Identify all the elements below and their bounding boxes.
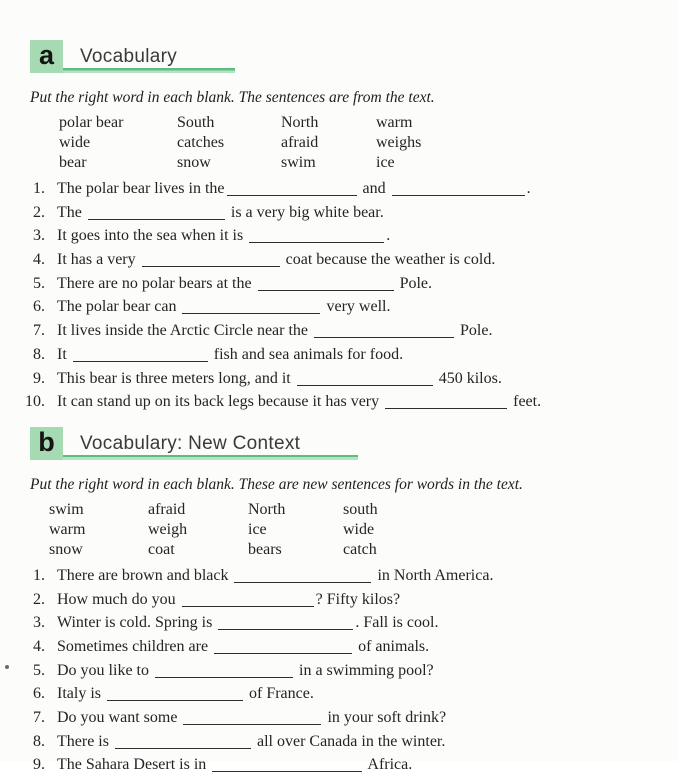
section-title: Vocabulary: New Context [80,432,301,454]
word-bank-term: catch [343,540,377,558]
word-bank-term: ice [248,520,267,538]
sentence-item [30,685,678,709]
sentence-item [30,346,678,370]
sentence-item [30,614,678,638]
section-b-header [30,427,678,460]
item-number: 4. [33,637,45,655]
word-bank-term: snow [49,540,83,558]
sentence-item [30,322,678,346]
sentence-text: Do you want some [57,709,182,726]
word-bank-term: South [177,114,215,131]
sentence-text: all over Canada in the winter. [252,732,446,750]
sentence-text: . Fall is cool. [355,614,439,632]
word-bank-term: warm [49,520,86,538]
answer-blank [227,193,357,196]
sentence-text: Do you like to [57,661,153,679]
answer-blank [212,769,362,772]
item-number: 4. [33,251,45,269]
sentence-text: The [57,203,86,221]
sentence-text: Sometimes children are [57,637,213,655]
word-bank-term: swim [49,500,84,518]
sentence-item [30,370,678,394]
instruction-text: Put the right word in each blank. The sentences are from the text. [30,89,435,106]
sentence [57,685,314,703]
word-bank-term: bear [59,154,87,171]
sentence [57,733,445,751]
item-number: 5. [33,661,45,679]
sentence [57,251,495,269]
answer-blank [115,746,251,749]
answer-blank [214,651,352,654]
item-number: 2. [33,590,45,608]
sentence-text: There are brown and black [57,566,233,584]
word-bank-term: weighs [376,134,422,151]
answer-blank [249,240,384,243]
sentence-item [30,662,678,686]
sentence-text: It lives inside the Arctic Circle near the [57,322,313,340]
sentence-item [30,733,678,757]
sentence-text: The polar bear lives in the [57,180,225,197]
sentence-text: How much do you [57,590,180,608]
sentence-text: Africa. [364,756,413,774]
sentence [57,709,446,727]
item-number: 9. [33,369,45,387]
sentence-text: in North America. [373,566,494,584]
item-number: 9. [33,756,45,774]
item-number: 8. [33,732,45,750]
answer-blank [183,722,321,725]
item-number: 5. [33,274,45,292]
word-bank-term: North [248,500,286,518]
title-underline [63,455,358,460]
sentence-item [30,298,678,322]
word-bank-term: bears [248,540,282,558]
item-number: 8. [33,345,45,363]
sentence [57,322,492,340]
answer-blank [182,311,320,314]
sentence-text: The polar bear can [57,298,181,316]
word-bank-term: wide [59,134,91,151]
sentence [57,204,384,222]
sentence-text: and [358,180,390,197]
sentence-list [30,567,678,780]
word-bank-row [30,113,678,133]
word-bank [30,500,678,560]
sentence-text: There is [57,732,113,750]
title-underline [63,68,235,73]
sentence [57,346,403,364]
answer-blank [73,359,208,362]
sentence-text: Pole. [395,274,433,292]
sentence-item [30,591,678,615]
sentence [57,638,429,656]
sentence-text: fish and sea animals for food. [209,345,404,363]
sentence-item [25,393,678,417]
sentence-text: in your soft drink? [323,709,447,726]
word-bank-term: ice [376,154,395,171]
sentence [57,393,541,411]
sentence-text: . [526,180,531,197]
sentence [57,275,432,293]
sentence-text: 450 kilos. [434,369,502,387]
sentence-list [25,180,678,417]
sentence-text: very well. [322,298,391,316]
item-number: 3. [33,614,45,632]
sentence-text: ? Fifty kilos? [315,590,401,608]
answer-blank [142,264,280,267]
sentence-item [30,204,678,228]
sentence-text: . [386,227,391,245]
item-number: 7. [33,322,45,340]
sentence-text: It has a very [57,251,140,269]
word-bank-term: wide [343,520,375,538]
sentence-text: is a very big white bear. [226,203,384,221]
word-bank-term: afraid [148,500,186,518]
sentence [57,180,531,198]
sentence-item [30,275,678,299]
sentence-item [30,638,678,662]
sentence-item [30,567,678,591]
sentence-text: It goes into the sea when it is [57,227,248,245]
sentence [57,756,412,774]
item-number: 10. [25,393,45,411]
sentence-text: There are no polar bears at the [57,274,256,292]
sentence [57,662,434,680]
sentence-text: of animals. [354,637,430,655]
item-number: 1. [33,566,45,584]
sentence-item [30,709,678,733]
sentence-item [30,756,678,780]
word-bank-term: coat [148,540,175,558]
item-number: 2. [33,203,45,221]
sentence-text: feet. [509,393,542,411]
sentence-text: of France. [245,685,314,703]
answer-blank [392,193,525,196]
answer-blank [297,383,433,386]
sentence [57,298,390,316]
answer-blank [385,406,507,409]
sentence [57,227,390,245]
item-number: 6. [33,685,45,703]
sentence-item [30,180,678,204]
answer-blank [107,698,243,701]
word-bank-term: catches [177,134,225,151]
word-bank-term: warm [376,114,413,131]
section-b [30,427,678,780]
word-bank-row [30,520,678,540]
item-number: 3. [33,227,45,245]
section-title-block [80,46,235,73]
word-bank [30,113,678,173]
word-bank-row [30,153,678,173]
word-bank-term: snow [177,154,211,171]
answer-blank [218,627,353,630]
sentence-text: coat because the weather is cold. [281,251,496,269]
word-bank-term: south [343,500,378,518]
answer-blank [88,217,225,220]
section-letter: b [38,426,55,457]
sentence-text: The Sahara Desert is in [57,756,211,774]
section-letter-badge [30,40,63,73]
word-bank-row [30,500,678,520]
sentence-item [30,251,678,275]
section-title: Vocabulary [80,46,178,67]
sentence [57,591,400,609]
word-bank-term: weigh [148,520,188,538]
word-bank-row [30,540,678,560]
sentence-text: Pole. [456,322,493,340]
item-number: 6. [33,298,45,316]
item-number: 1. [33,180,45,197]
section-a-header [30,40,678,73]
sentence-text: in a swimming pool? [295,661,434,679]
answer-blank [258,288,394,291]
answer-blank [182,604,314,607]
section-letter-badge [30,427,63,460]
word-bank-row [30,133,678,153]
sentence-item [30,227,678,251]
sentence [57,614,438,632]
sentence [57,370,502,388]
word-bank-term: afraid [281,134,319,151]
sentence-text: It can stand up on its back legs because it has very [57,393,384,411]
instruction-text: Put the right word in each blank. These are new sentences for words in the text. [30,475,523,493]
stray-scan-mark [5,665,9,669]
sentence-text: This bear is three meters long, and it [57,369,295,387]
sentence-text: Italy is [57,685,105,703]
sentence-text: It [57,345,71,363]
section-a [25,0,678,417]
sentence [57,567,493,585]
answer-blank [234,580,371,583]
item-number: 7. [33,709,45,726]
sentence-text: Winter is cold. Spring is [57,614,217,632]
section-letter: a [38,40,55,70]
word-bank-term: polar bear [59,114,124,131]
answer-blank [314,335,454,338]
word-bank-term: North [281,114,319,131]
section-title-block [80,433,358,460]
word-bank-term: swim [281,154,316,171]
answer-blank [155,675,293,678]
